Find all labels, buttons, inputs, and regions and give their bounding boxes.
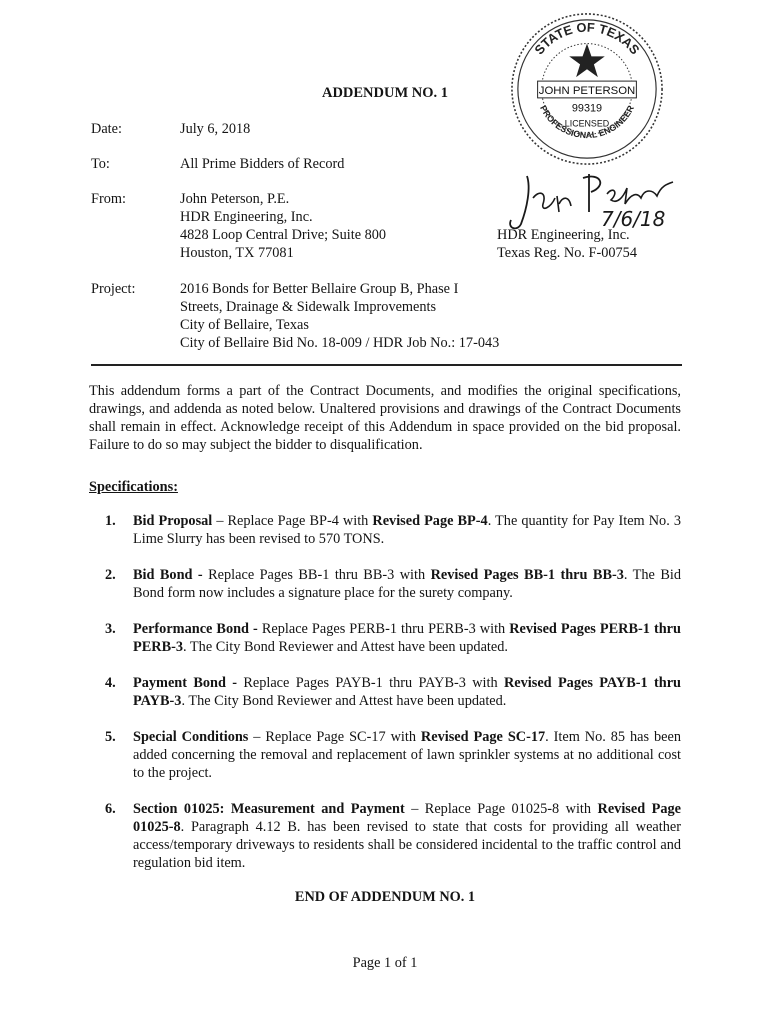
spec-item-revised: Revised Page 01025-8 xyxy=(133,801,681,835)
spec-item xyxy=(105,800,681,872)
spec-item-title: Section 01025: Measurement and Payment xyxy=(133,801,405,817)
page-number: Page 1 of 1 xyxy=(352,955,418,971)
to-value: All Prime Bidders of Record xyxy=(180,156,345,172)
spec-item-number: 2. xyxy=(105,567,116,583)
star-icon xyxy=(569,44,605,78)
spec-item xyxy=(105,566,681,602)
specifications-heading: Specifications: xyxy=(89,479,178,495)
spec-item-title: Bid Proposal xyxy=(133,513,213,529)
spec-item-title: Payment Bond - xyxy=(133,675,237,691)
from-line: John Peterson, P.E. xyxy=(180,191,290,207)
intro-paragraph: This addendum forms a part of the Contract Documents, and modifies the original specifications, drawings, and addenda as noted below. Unaltered provisions and drawings of the Contract Documents shall remain in effect. Acknowledge receipt of this Addendum in space provided on the bid proposal. Failure to do so may subject the bidder to disqualification. xyxy=(89,383,681,453)
spec-item-revised: Revised Pages PAYB-1 thru PAYB-3 xyxy=(133,675,681,709)
project-line: Streets, Drainage & Sidewalk Improvements xyxy=(180,299,437,315)
spec-item-text: . The Bid Bond form now includes a signature place for the surety company. xyxy=(133,567,681,601)
engineer-block xyxy=(497,226,637,262)
header-divider xyxy=(91,364,682,366)
from-line: 4828 Loop Central Drive; Suite 800 xyxy=(180,227,387,243)
project-line: City of Bellaire, Texas xyxy=(180,317,309,333)
spec-item-text: . Paragraph 4.12 B. has been revised to state that costs for providing all weather access/temporary driveways to residents shall be considered incidental to the traffic control and regulation bid item. xyxy=(133,819,681,871)
spec-item-revised: Revised Pages PERB-1 thru PERB-3 xyxy=(133,621,681,655)
document-title: ADDENDUM NO. 1 xyxy=(321,85,449,101)
project-line: 2016 Bonds for Better Bellaire Group B, Phase I xyxy=(180,281,459,297)
seal-license-number: 99319 xyxy=(571,102,603,115)
project-block xyxy=(180,280,499,352)
spec-item-text: . The City Bond Reviewer and Attest have been updated. xyxy=(181,693,507,709)
spec-item xyxy=(105,620,681,656)
to-label: To: xyxy=(91,156,110,172)
spec-item-revised: Revised Page BP-4 xyxy=(372,513,488,529)
spec-item-text: Replace Pages PAYB-1 thru PAYB-3 with xyxy=(237,675,504,691)
seal-licensed-text: LICENSED xyxy=(564,118,610,129)
engineer-registration: Texas Reg. No. F-00754 xyxy=(497,245,637,261)
spec-item xyxy=(105,728,681,782)
from-line: Houston, TX 77081 xyxy=(180,245,294,261)
engineer-company: HDR Engineering, Inc. xyxy=(497,227,630,243)
from-label: From: xyxy=(91,191,126,207)
seal-name: JOHN PETERSON xyxy=(538,84,636,97)
spec-item-text: . Item No. 85 has been added concerning the removal and replacement of lawn sprinkler systems at no additional cost to the project. xyxy=(133,729,681,781)
spec-item-text: – Replace Page 01025-8 with xyxy=(404,801,598,817)
spec-item-title: Bid Bond - xyxy=(133,567,203,583)
spec-item-text: – Replace Page BP-4 with xyxy=(212,513,373,529)
spec-item-text: – Replace Page SC-17 with xyxy=(248,729,421,745)
spec-item-revised: Revised Pages BB-1 thru BB-3 xyxy=(430,567,624,583)
from-block xyxy=(180,190,386,262)
spec-item-title: Performance Bond - xyxy=(133,621,258,637)
spec-item-number: 1. xyxy=(105,513,116,529)
spec-item-number: 5. xyxy=(105,729,116,745)
spec-item-number: 3. xyxy=(105,621,116,637)
spec-item-number: 4. xyxy=(105,675,116,691)
signature-date: 7/6/18 xyxy=(601,207,666,231)
date-value: July 6, 2018 xyxy=(180,121,251,137)
spec-item-text: Replace Pages PERB-1 thru PERB-3 with xyxy=(257,621,510,637)
spec-item-text: . The quantity for Pay Item No. 3 Lime Slurry has been revised to 570 TONS. xyxy=(133,513,681,547)
spec-item xyxy=(105,674,681,710)
spec-item-number: 6. xyxy=(105,801,116,817)
spec-item-text: Replace Pages BB-1 thru BB-3 with xyxy=(202,567,431,583)
spec-item-revised: Revised Page SC-17 xyxy=(420,729,546,745)
spec-item xyxy=(105,512,681,548)
spec-item-text: . The City Bond Reviewer and Attest have been updated. xyxy=(183,639,508,655)
project-label: Project: xyxy=(91,281,136,297)
from-line: HDR Engineering, Inc. xyxy=(180,209,313,225)
seal-profession-text: PROFESSIONAL ENGINEER xyxy=(538,103,636,141)
date-label: Date: xyxy=(91,121,122,137)
seal-state-text: STATE OF TEXAS xyxy=(531,19,643,58)
end-of-addendum: END OF ADDENDUM NO. 1 xyxy=(294,889,476,905)
project-line: City of Bellaire Bid No. 18-009 / HDR Job No.: 17-043 xyxy=(180,335,500,351)
spec-item-title: Special Conditions xyxy=(133,729,249,745)
